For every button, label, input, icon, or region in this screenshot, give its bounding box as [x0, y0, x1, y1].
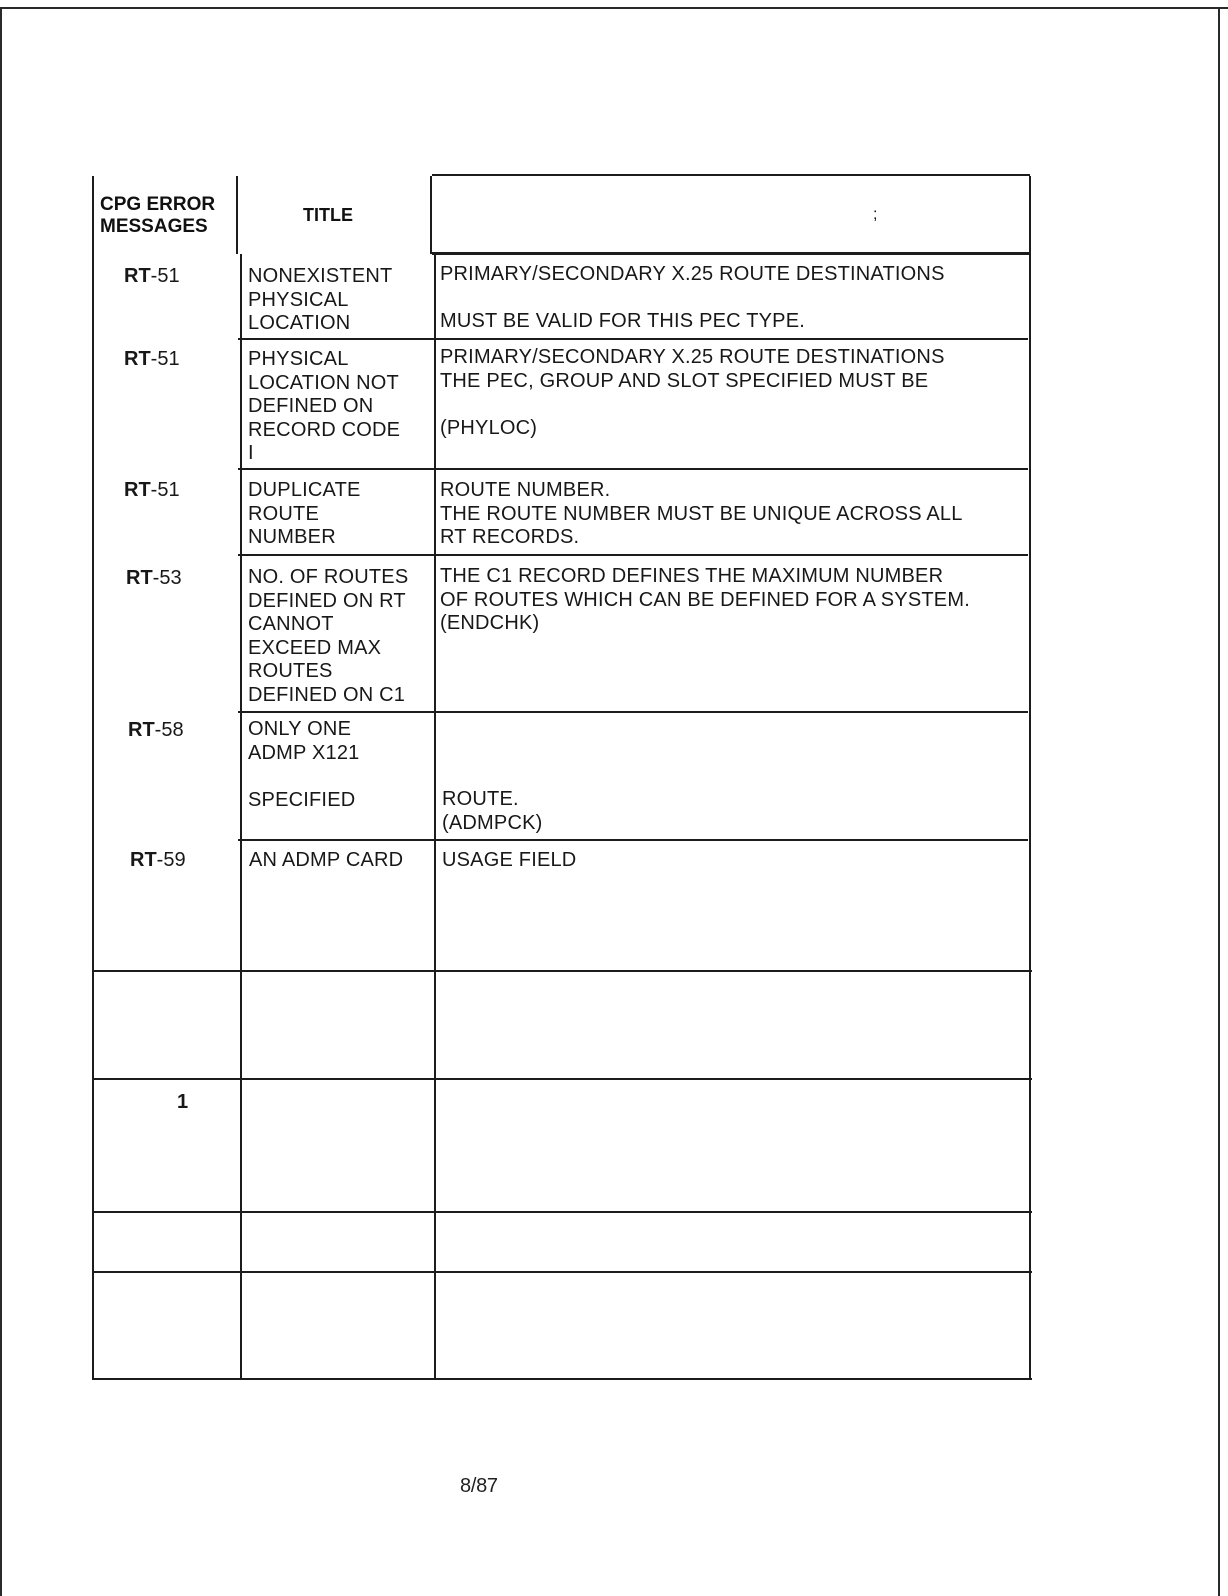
table-top-rule [432, 174, 1030, 176]
column-divider [240, 254, 242, 1380]
page-border-right [1218, 7, 1220, 1596]
column-divider [236, 176, 238, 254]
error-description: PRIMARY/SECONDARY X.25 ROUTE DESTINATIONS MUST BE VALID FOR THIS PEC TYPE. [440, 263, 945, 332]
error-code: RT-51 [124, 479, 180, 501]
error-title: NO. OF ROUTES DEFINED ON RT CANNOT EXCEED MAX ROUTES DEFINED ON C1 [248, 566, 409, 706]
table-right-rule [1029, 176, 1031, 1380]
header-error-messages: CPG ERROR MESSAGES [100, 194, 216, 237]
error-title: DUPLICATE ROUTE NUMBER [248, 479, 361, 548]
header-title: TITLE [303, 205, 353, 225]
row-divider [92, 1271, 1032, 1273]
row-divider [92, 970, 1032, 972]
error-description: ROUTE. (ADMPCK) [442, 788, 543, 834]
row-divider [238, 554, 1028, 556]
error-title: NONEXISTENT PHYSICAL LOCATION [248, 265, 393, 334]
error-description: THE C1 RECORD DEFINES THE MAXIMUM NUMBER OF ROUTES WHICH CAN BE DEFINED FOR A SYSTEM. (ENDCHK) [440, 565, 970, 634]
page-border-left [0, 7, 2, 1596]
page-border-top [0, 7, 1228, 9]
error-title: ONLY ONE ADMP X121 SPECIFIED [248, 718, 360, 811]
error-code: RT-51 [124, 265, 180, 287]
error-code: 1 [177, 1091, 189, 1113]
error-code: RT-58 [128, 719, 184, 741]
error-description: USAGE FIELD [442, 849, 577, 871]
error-description: PRIMARY/SECONDARY X.25 ROUTE DESTINATIONS THE PEC, GROUP AND SLOT SPECIFIED MUST BE (PHYLOC) [440, 346, 945, 439]
error-code: RT-59 [130, 849, 186, 871]
row-divider [238, 468, 1028, 470]
row-divider [238, 711, 1028, 713]
header-bottom-rule [432, 252, 1030, 255]
column-divider [434, 254, 436, 1380]
table-bottom-rule [92, 1378, 1032, 1380]
column-divider [430, 176, 432, 254]
error-title: PHYSICAL LOCATION NOT DEFINED ON RECORD CODE I [248, 348, 401, 464]
error-description: ROUTE NUMBER. THE ROUTE NUMBER MUST BE UNIQUE ACROSS ALL RT RECORDS. [440, 479, 963, 548]
error-title: AN ADMP CARD [249, 849, 404, 871]
row-divider [238, 338, 1028, 340]
table-left-rule [92, 176, 94, 1380]
error-code: RT-51 [124, 348, 180, 370]
page-footer-date: 8/87 [460, 1475, 498, 1497]
header-description: ; [873, 206, 878, 223]
row-divider [92, 1078, 1032, 1080]
row-divider [92, 1211, 1032, 1213]
error-code: RT-53 [126, 567, 182, 589]
row-divider [238, 839, 1028, 841]
